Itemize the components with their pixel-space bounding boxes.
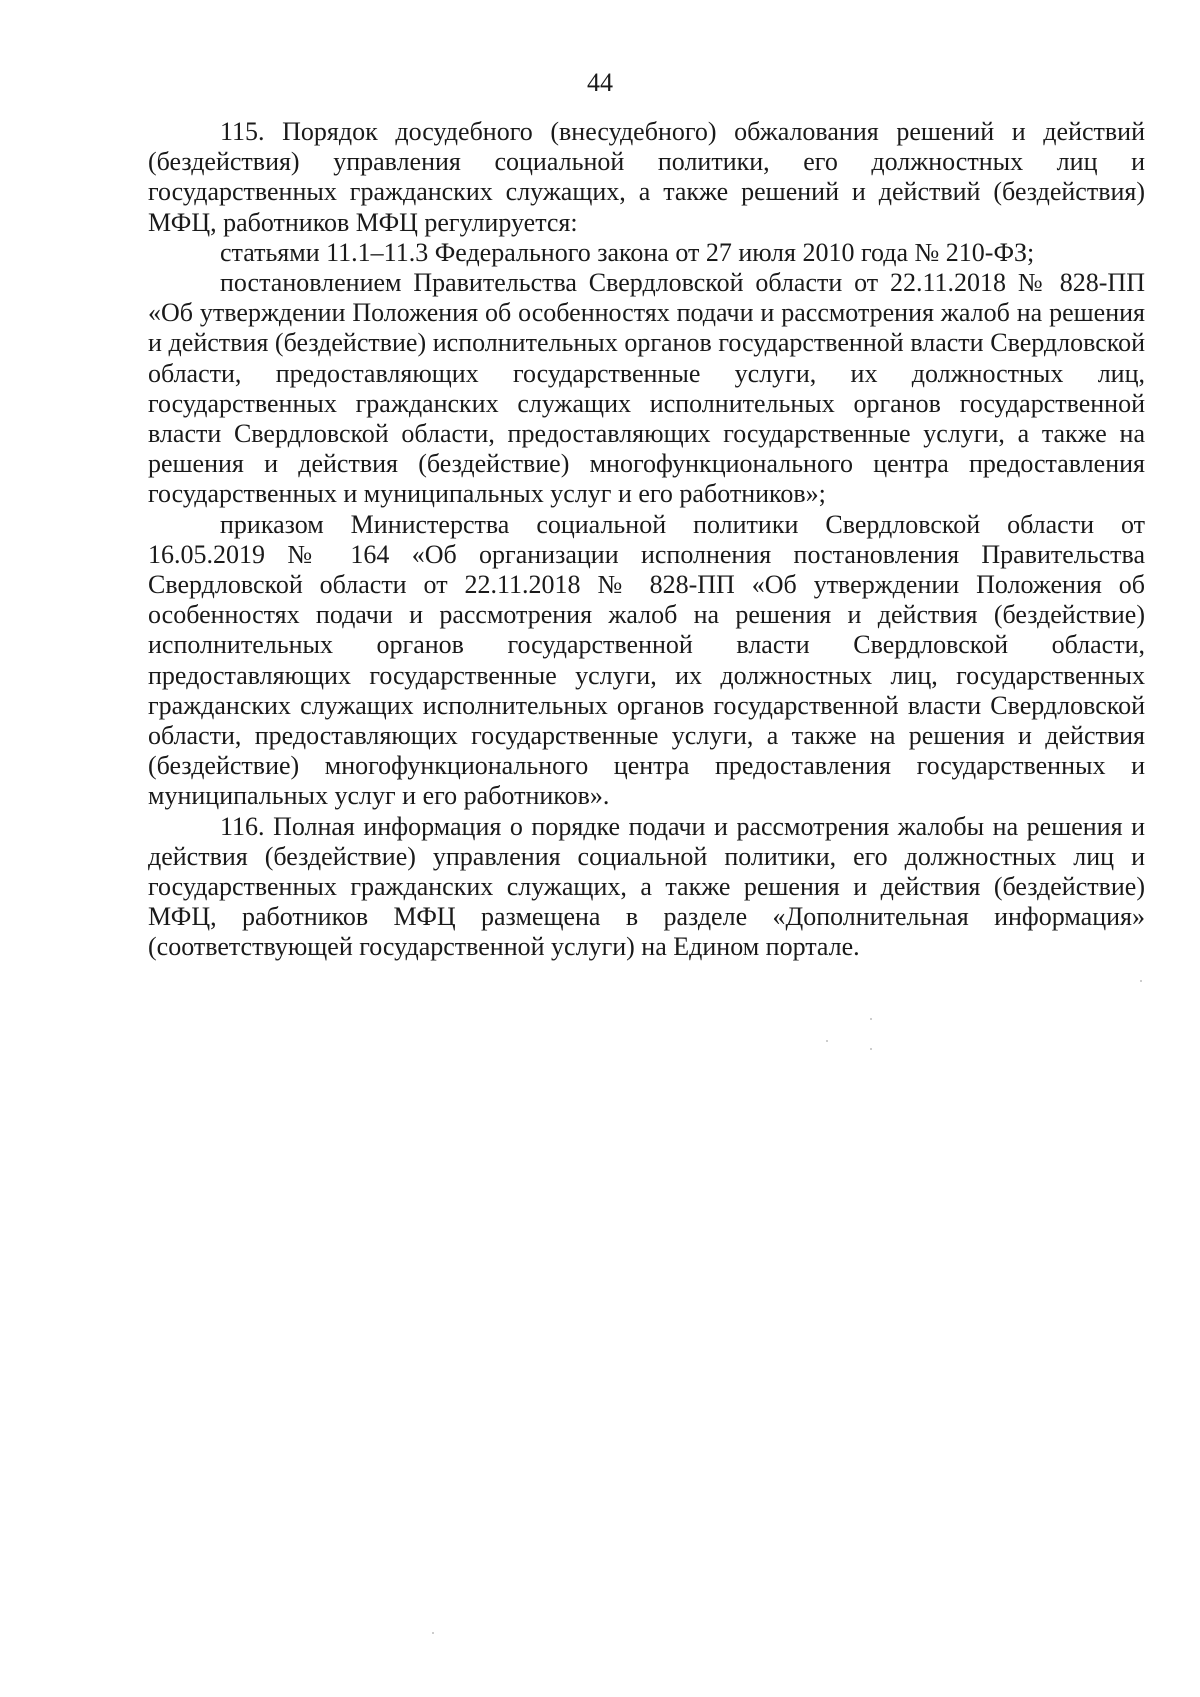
scan-artifact bbox=[870, 1048, 872, 1050]
paragraph-115-intro: 115. Порядок досудебного (внесудебного) обжалования решений и действий (бездействия) управления социальной политики, его должностных лиц и государственных гражданских служащих, а также решений и действий (бездействия) МФЦ, работников МФЦ регулируется: bbox=[148, 117, 1145, 237]
paragraph-116-information: 116. Полная информация о порядке подачи и рассмотрения жалобы на решения и действия (бездействие) управления социальной политики, его должностных лиц и государственных гражданских служащих, а также решения и действия (бездействие) МФЦ, работников МФЦ размещена в разделе «Дополнительная информация» (соответствующей государственной услуги) на Едином портале. bbox=[148, 811, 1145, 962]
paragraph-ministry-order: приказом Министерства социальной политики Свердловской области от 16.05.2019 № 164 «Об организации исполнения постановления Правительства Свердловской области от 22.11.2018 № 828-ПП «Об утверждении Положения об особенностях подачи и рассмотрения жалоб на решения и действия (бездействие) исполнительных органов государственной власти Свердловской области, предоставляющих государственные услуги, их должностных лиц, государственных гражданских служащих исполнительных органов государственной власти Свердловской области, предоставляющих государственные услуги, а также на решения и действия (бездействие) многофункционального центра предоставления государственных и муниципальных услуг и его работников». bbox=[148, 509, 1145, 811]
scan-artifact bbox=[1140, 980, 1142, 982]
scan-artifact bbox=[870, 1018, 872, 1020]
page-number: 44 bbox=[587, 68, 613, 97]
paragraph-federal-law: статьями 11.1–11.3 Федерального закона от 27 июля 2010 года № 210-ФЗ; bbox=[220, 237, 1035, 267]
scan-artifact bbox=[826, 1040, 828, 1042]
scan-artifact bbox=[432, 1632, 434, 1634]
document-body bbox=[148, 117, 1145, 963]
paragraph-government-decree: постановлением Правительства Свердловской области от 22.11.2018 № 828-ПП «Об утверждении Положения об особенностях подачи и рассмотрения жалоб на решения и действия (бездействие) исполнительных органов государственной власти Свердловской области, предоставляющих государственные услуги, их должностных лиц, государственных гражданских служащих исполнительных органов государственной власти Свердловской области, предоставляющих государственные услуги, а также на решения и действия (бездействие) многофункционального центра предоставления государственных и муниципальных услуг и его работников»; bbox=[148, 268, 1145, 509]
